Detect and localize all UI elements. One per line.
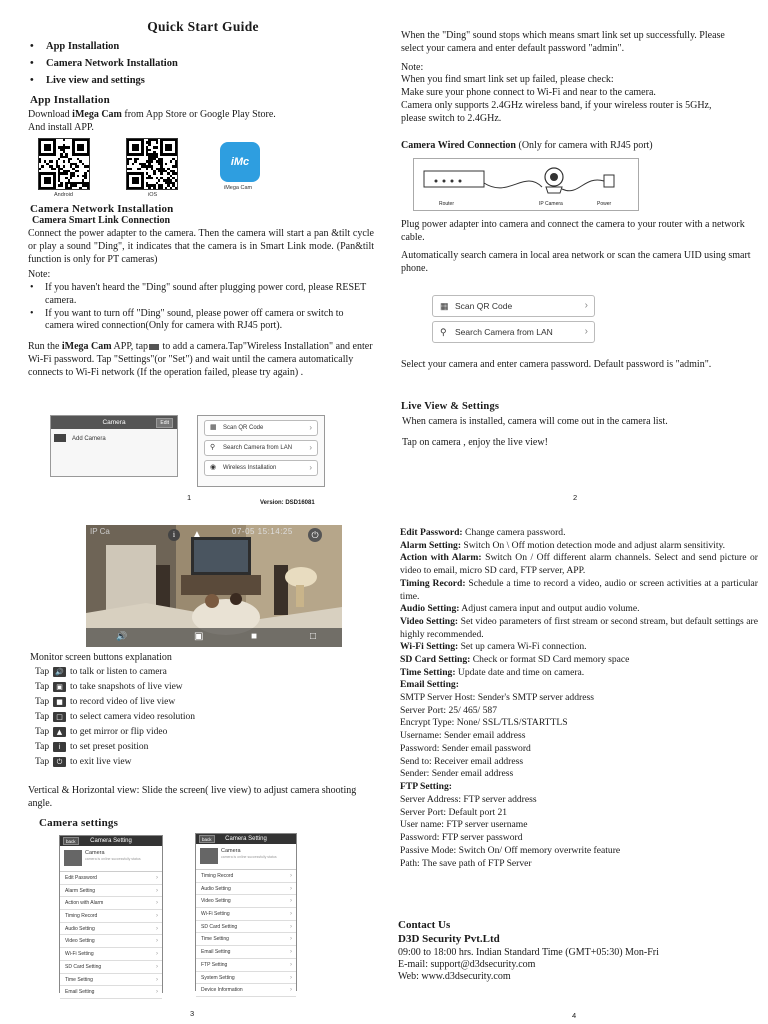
settings-row[interactable]: FTP Setting ›	[196, 959, 296, 972]
tap-item: Tap □ to select camera video resolution	[35, 712, 196, 722]
settings-row[interactable]: Time Setting ›	[196, 933, 296, 946]
camera-icon: ▣	[53, 682, 66, 692]
note-list	[28, 282, 374, 333]
chevron-right-icon: ›	[584, 300, 588, 311]
chevron-right-icon: ›	[156, 925, 158, 932]
camera-header: Camera camera is online successfully status	[60, 846, 162, 872]
camera-thumbnail	[64, 850, 82, 866]
chevron-right-icon: ›	[156, 887, 158, 894]
info-icon: i	[53, 742, 66, 752]
chevron-right-icon: ›	[290, 936, 292, 943]
router-label: Router	[439, 201, 455, 207]
setting-description: Video Setting: Set video parameters of first stream or second stream, but default settings are highly recommended.	[400, 615, 758, 640]
page-number: 2	[573, 493, 578, 502]
ftp-label: FTP Setting:	[400, 781, 452, 792]
note-line: Camera only supports 2.4GHz wireless band, if your wireless router is 5GHz, please switch to 2.4GHz.	[401, 100, 712, 124]
select-camera-text: Select your camera and enter camera password. Default password is "admin".	[401, 359, 712, 370]
resolution-button[interactable]: □	[310, 631, 317, 642]
video-icon: ■	[53, 697, 66, 707]
settings-row[interactable]: SD Card Setting ›	[60, 961, 162, 974]
chevron-right-icon: ›	[156, 913, 158, 920]
settings-row[interactable]: Device Information ›	[196, 984, 296, 997]
settings-row[interactable]: Wi-Fi Setting ›	[60, 948, 162, 961]
wifi-icon: ◉	[210, 464, 217, 471]
live-view-heading: Live View & Settings	[401, 401, 500, 412]
wired-diagram	[413, 158, 639, 211]
detail-line: Username: Sender email address	[400, 730, 526, 742]
contents-item: • Camera Network Installation	[28, 55, 328, 72]
chevron-right-icon: ›	[156, 951, 158, 958]
plug-text: Plug power adapter into camera and connect the camera to your router with a network cable.	[401, 219, 745, 243]
chevron-right-icon: ›	[156, 976, 158, 983]
speaker-icon: 🔊	[53, 667, 66, 677]
setting-description: Timing Record: Schedule a time to record a video, audio or screen activities at a particular time.	[400, 577, 758, 602]
chevron-right-icon: ›	[290, 885, 292, 892]
detail-line: User name: FTP server username	[400, 819, 528, 831]
settings-screen-2	[195, 833, 297, 994]
power-label: Power	[597, 201, 612, 207]
qr-code-android[interactable]	[38, 138, 90, 190]
timestamp-overlay: 07-05 15:14:25	[232, 527, 293, 536]
chevron-right-icon: ›	[156, 963, 158, 970]
chevron-right-icon: ›	[290, 923, 292, 930]
chevron-right-icon: ›	[156, 989, 158, 996]
chevron-right-icon: ›	[290, 898, 292, 905]
tap-item: Tap i to set preset position	[35, 742, 149, 752]
note-line: Make sure your phone connect to Wi-Fi and near to the camera.	[401, 87, 656, 98]
edit-button[interactable]: Edit	[156, 418, 173, 428]
support-website[interactable]: Web: www.d3dsecurity.com	[398, 971, 511, 982]
setting-description: Wi-Fi Setting: Set up camera Wi-Fi connection.	[400, 641, 587, 653]
tap-item: Tap 🔊 to talk or listen to camera	[35, 667, 167, 677]
ding-text: When the "Ding" sound stops which means smart link set up successfully. Please select your camera and enter default password "admin".	[401, 30, 725, 54]
speaker-button[interactable]: 🔊	[116, 631, 128, 641]
download-text: Download iMega Cam from App Store or Google Play Store. And install APP.	[28, 109, 276, 133]
detail-line: Server Address: FTP server address	[400, 794, 537, 805]
add-camera-icon	[149, 344, 159, 350]
info-button[interactable]: i	[168, 529, 180, 541]
detail-line: Password: Sender email password	[400, 742, 531, 754]
settings-row[interactable]: Time Setting ›	[60, 974, 162, 987]
detail-line: Sender: Sender email address	[400, 768, 514, 780]
camera-list-screen	[50, 415, 178, 477]
settings-row[interactable]: Audio Setting ›	[196, 883, 296, 896]
slide-text: Vertical & Horizontal view: Slide the screen( live view) to adjust camera shooting angle.	[28, 785, 357, 809]
tap-item: Tap ▲ to get mirror or flip video	[35, 727, 168, 737]
settings-row[interactable]: Email Setting ›	[60, 986, 162, 999]
auto-search-text: Automatically search camera in local area network or scan the camera UID using smart phone.	[401, 250, 751, 274]
scan-qr-menu-item[interactable]: ▦ Scan QR Code ›	[204, 420, 318, 436]
power-adapter-shape	[604, 175, 614, 187]
router-shape	[424, 171, 484, 187]
power-button[interactable]: ⏻	[308, 528, 322, 542]
ftp-details	[400, 794, 758, 870]
chevron-right-icon: ›	[156, 900, 158, 907]
detail-line: SMTP Server Host: Sender's SMTP server address	[400, 692, 594, 703]
detail-line: Passive Mode: Switch On/ Off memory overwrite feature	[400, 844, 621, 856]
page-1	[28, 14, 378, 509]
qr-icon: ▦	[210, 424, 217, 431]
settings-list	[196, 870, 296, 997]
chevron-right-icon: ›	[290, 911, 292, 918]
living-room-image	[86, 525, 342, 647]
contents-item: • Live view and settings	[28, 72, 328, 89]
search-icon: ⚲	[440, 327, 447, 337]
camera-list-bar: Camera Edit	[51, 416, 177, 429]
record-button[interactable]: ■	[251, 631, 258, 642]
add-camera-row[interactable]: Add Camera	[54, 434, 106, 444]
contents-list	[28, 38, 328, 89]
live-view-screen[interactable]	[86, 525, 342, 647]
scan-qr-button[interactable]: ▦ Scan QR Code ›	[432, 295, 595, 317]
setting-description: SD Card Setting: Check or format SD Card memory space	[400, 654, 630, 666]
settings-row[interactable]: Timing Record ›	[196, 870, 296, 883]
detail-line: Password: FTP server password	[400, 832, 523, 844]
chevron-right-icon: ›	[584, 326, 588, 337]
smart-link-heading: Camera Smart Link Connection	[32, 215, 171, 226]
setting-description: Email Setting:	[400, 679, 459, 691]
smart-link-text: Connect the power adapter to the camera. Then the camera will start a pan &tilt cycle or play a sound "Ding", it indicates that the camera is in Smart Link mode. (Pan&tilt function is only for PT cameras)	[28, 228, 374, 265]
app-name: iMega Cam	[72, 109, 122, 120]
settings-row[interactable]: Email Setting ›	[196, 946, 296, 959]
settings-row[interactable]: SD Card Setting ›	[196, 921, 296, 934]
tap-item: Tap ⏻ to exit live view	[35, 757, 132, 767]
settings-row[interactable]: Edit Password ›	[60, 872, 162, 885]
camera-name-overlay: IP Ca	[90, 527, 110, 536]
version-label: Version: DSD16081	[260, 500, 315, 506]
chevron-right-icon: ›	[309, 443, 312, 452]
snapshot-button[interactable]: ▣	[194, 631, 204, 642]
detail-line: Send to: Receiver email address	[400, 755, 524, 767]
company-name: D3D Security Pvt.Ltd	[398, 933, 500, 945]
setting-description: Action with Alarm: Switch On / Off different alarm channels. Select and send picture or video to email, micro SD card, FTP server, APP.	[400, 552, 758, 577]
back-button[interactable]: back	[63, 837, 79, 845]
camera-settings-heading: Camera settings	[39, 817, 119, 829]
setting-description: Audio Setting: Adjust camera input and output audio volume.	[400, 603, 640, 615]
live-text-1: When camera is installed, camera will come out in the camera list.	[402, 416, 668, 427]
settings-title-bar: back Camera Setting	[60, 836, 162, 846]
settings-row[interactable]: Action with Alarm ›	[60, 897, 162, 910]
warning-button[interactable]: ▲	[192, 529, 202, 540]
chevron-right-icon: ›	[156, 875, 158, 881]
setting-description: Edit Password: Change camera password.	[400, 527, 566, 538]
add-camera-icon	[54, 434, 66, 442]
note-item: • If you want to turn off "Ding" sound, please power off camera or switch to camera wired connection(Only for camera with RJ45 port).	[28, 308, 374, 334]
qr-android-label: Android	[54, 192, 73, 198]
wired-connection-heading: Camera Wired Connection (Only for camera with RJ45 port)	[401, 140, 653, 151]
settings-row[interactable]: Wi-Fi Setting ›	[196, 908, 296, 921]
chevron-right-icon: ›	[290, 949, 292, 956]
back-button[interactable]: back	[199, 835, 215, 843]
settings-row[interactable]: Audio Setting ›	[60, 923, 162, 936]
qr-ios-label: iOS	[148, 192, 158, 198]
settings-row[interactable]: System Setting ›	[196, 972, 296, 985]
camera-label: IP Camera	[539, 201, 563, 207]
qr-code-ios[interactable]	[126, 138, 178, 190]
note-label: Note:	[28, 269, 51, 280]
page-2	[401, 30, 761, 510]
email-details	[400, 692, 758, 781]
contents-item: • App Installation	[28, 38, 328, 55]
page-number: 3	[190, 1009, 195, 1018]
add-camera-menu-screen	[197, 415, 325, 487]
warning-icon: ▲	[53, 727, 66, 737]
setting-description: Alarm Setting: Switch On \ Off motion detection mode and adjust alarm sensitivity.	[400, 539, 726, 551]
live-text-2: Tap on camera , enjoy the live view!	[402, 437, 548, 448]
detail-line: Path: The save path of FTP Server	[400, 857, 532, 869]
resolution-icon: □	[53, 712, 66, 722]
page-number: 4	[572, 1011, 577, 1020]
settings-row[interactable]: Timing Record ›	[60, 910, 162, 923]
settings-descriptions	[400, 527, 758, 692]
search-lan-button[interactable]: ⚲ Search Camera from LAN ›	[432, 321, 595, 343]
note-label: Note:	[401, 62, 424, 73]
page-3	[28, 522, 378, 1020]
tap-item: Tap ■ to record video of live view	[35, 697, 176, 707]
chevron-right-icon: ›	[309, 463, 312, 472]
settings-row[interactable]: Video Setting ›	[196, 895, 296, 908]
detail-line: Encrypt Type: None/ SSL/TLS/STARTTLS	[400, 717, 568, 729]
page-title: Quick Start Guide	[147, 19, 259, 34]
settings-screen-1	[59, 835, 163, 996]
settings-title-bar: back Camera Setting	[196, 834, 296, 844]
detail-line: Server Port: Default port 21	[400, 806, 508, 818]
power-icon: ⏻	[53, 757, 66, 767]
page-number: 1	[187, 493, 192, 502]
app-icon-label: iMega Cam	[224, 185, 253, 191]
net-install-heading: Camera Network Installation	[30, 203, 174, 215]
settings-list	[60, 872, 162, 999]
chevron-right-icon: ›	[290, 873, 292, 879]
setting-description: Time Setting: Update date and time on camera.	[400, 666, 585, 678]
chevron-right-icon: ›	[156, 938, 158, 945]
detail-line: Server Port: 25/ 465/ 587	[400, 704, 497, 716]
note-item: • If you haven't heard the "Ding" sound after plugging power cord, please RESET camera.	[28, 282, 374, 308]
app-install-heading: App Installation	[30, 94, 110, 106]
chevron-right-icon: ›	[290, 974, 292, 981]
support-hours: 09:00 to 18:00 hrs. Indian Standard Time (GMT+05:30) Mon-Fri	[398, 947, 659, 958]
chevron-right-icon: ›	[290, 987, 292, 994]
camera-header: Camera camera is online successfully status	[196, 844, 296, 870]
monitor-heading: Monitor screen buttons explanation	[30, 652, 172, 663]
search-icon: ⚲	[210, 444, 216, 451]
qr-icon: ▦	[440, 301, 449, 311]
page-4	[400, 527, 760, 1020]
app-icon[interactable]: iMc	[220, 142, 260, 182]
camera-thumbnail	[200, 848, 218, 864]
support-email[interactable]: E-mail: support@d3dsecurity.com	[398, 959, 536, 970]
contact-heading: Contact Us	[398, 919, 451, 931]
chevron-right-icon: ›	[290, 961, 292, 968]
chevron-right-icon: ›	[309, 423, 312, 432]
settings-row[interactable]: Alarm Setting ›	[60, 885, 162, 898]
settings-row[interactable]: Video Setting ›	[60, 935, 162, 948]
tap-item: Tap ▣ to take snapshots of live view	[35, 682, 183, 692]
search-lan-menu-item[interactable]: ⚲ Search Camera from LAN ›	[204, 440, 318, 456]
run-app-text: Run the iMega Cam APP, tap to add a camera.Tap"Wireless Installation" and enter Wi-Fi password. Tap "Settings"(or "Set") and wait until the camera automatically connects to Wi-Fi network (If the operation failed, please try again) .	[28, 341, 373, 378]
note-line: When you find smart link set up failed, please check:	[401, 74, 614, 85]
wireless-install-menu-item[interactable]: ◉ Wireless Installation ›	[204, 460, 318, 476]
